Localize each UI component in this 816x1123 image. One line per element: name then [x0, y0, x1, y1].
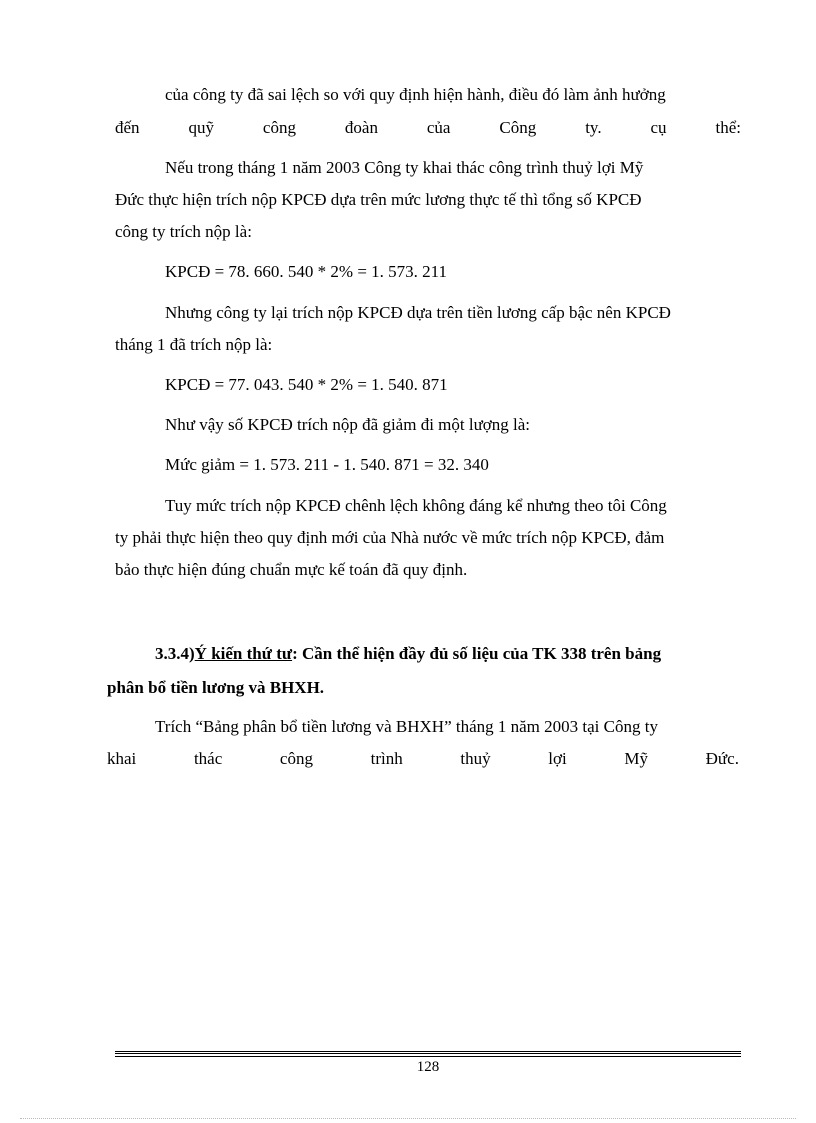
word: đến [115, 118, 140, 137]
word: Mỹ [624, 749, 648, 768]
word: trình [370, 749, 403, 768]
formula-kpcd-paid: KPCĐ = 77. 043. 540 * 2% = 1. 540. 871 [165, 375, 448, 394]
excerpt-intro-line-1: Trích “Bảng phân bổ tiền lương và BHXH” tháng 1 năm 2003 tại Công ty [155, 717, 658, 736]
word: công [279, 749, 313, 768]
section-heading-line-2: phân bổ tiền lương và BHXH. [107, 678, 325, 697]
word: của [426, 118, 451, 137]
word: thuỷ [460, 749, 491, 768]
footer-rule [115, 1056, 741, 1057]
word: đoàn [344, 118, 378, 137]
formula-reduction: Mức giảm = 1. 573. 211 - 1. 540. 871 = 32. 340 [165, 455, 489, 474]
word: quỹ [188, 118, 214, 137]
paragraph-5-line-3: bảo thực hiện đúng chuẩn mực kế toán đã quy định. [115, 560, 468, 579]
paragraph-1-line-2 [115, 117, 741, 139]
word: thể: [715, 118, 741, 137]
paragraph-1-line-1: của công ty đã sai lệch so với quy định hiện hành, điều đó làm ảnh hưởng [165, 85, 666, 104]
page-bottom-border [20, 1118, 796, 1119]
paragraph-3-line-2: tháng 1 đã trích nộp là: [115, 335, 273, 354]
word: thác [193, 749, 223, 768]
paragraph-4: Như vậy số KPCĐ trích nộp đã giảm đi một lượng là: [165, 415, 531, 434]
section-title: : Cần thể hiện đầy đủ số liệu của TK 338 trên bảng [292, 644, 662, 663]
paragraph-3-line-1: Nhưng công ty lại trích nộp KPCĐ dựa trên tiền lương cấp bậc nên KPCĐ [165, 303, 671, 322]
footer-rule [115, 1053, 741, 1054]
footer-rule [115, 1051, 741, 1052]
word: Công [499, 118, 537, 137]
word: khai [107, 749, 137, 768]
paragraph-5-line-2: ty phải thực hiện theo quy định mới của Nhà nước về mức trích nộp KPCĐ, đảm [115, 528, 665, 547]
word: công [262, 118, 296, 137]
paragraph-2-line-1: Nếu trong tháng 1 năm 2003 Công ty khai thác công trình thuỷ lợi Mỹ [165, 158, 644, 177]
paragraph-5-line-1: Tuy mức trích nộp KPCĐ chênh lệch không đáng kể nhưng theo tôi Công [165, 496, 667, 515]
section-number: 3.3.4) [155, 644, 195, 663]
paragraph-2-line-3: công ty trích nộp là: [115, 222, 252, 241]
word: ty. [585, 118, 602, 137]
word: cụ [650, 118, 667, 137]
word: Đức. [705, 749, 739, 768]
page-number: 128 [416, 1059, 440, 1075]
formula-kpcd-actual: KPCĐ = 78. 660. 540 * 2% = 1. 573. 211 [165, 262, 448, 281]
section-label: Ý kiến thứ tư [194, 644, 293, 663]
excerpt-intro-line-2 [107, 748, 739, 770]
word: lợi [548, 749, 567, 768]
section-heading [155, 643, 661, 665]
paragraph-2-line-2: Đức thực hiện trích nộp KPCĐ dựa trên mức lương thực tế thì tổng số KPCĐ [115, 190, 642, 209]
